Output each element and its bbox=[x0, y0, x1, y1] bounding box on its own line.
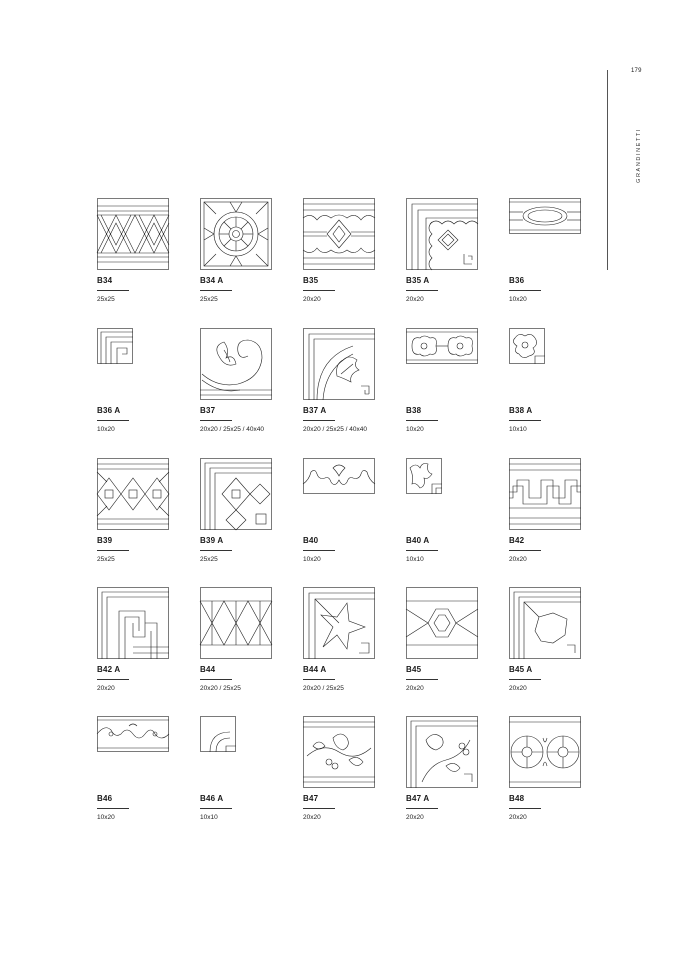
divider bbox=[200, 679, 232, 680]
tile-code: B46 bbox=[97, 794, 113, 803]
tile-item bbox=[303, 587, 383, 709]
divider bbox=[406, 420, 438, 421]
tile-pattern-drawing bbox=[303, 198, 375, 270]
divider bbox=[97, 679, 129, 680]
divider bbox=[303, 550, 335, 551]
tile-pattern-drawing bbox=[303, 587, 375, 659]
tile-item bbox=[406, 587, 486, 709]
tile-pattern-drawing bbox=[509, 716, 581, 788]
tile-item bbox=[303, 328, 383, 450]
tile-size: 20x20 / 25x25 bbox=[200, 685, 241, 692]
tile-code: B38 A bbox=[509, 406, 533, 415]
tile-code: B35 bbox=[303, 276, 319, 285]
tile-item bbox=[97, 328, 177, 450]
tile-code: B37 bbox=[200, 406, 216, 415]
divider bbox=[97, 420, 129, 421]
tile-size: 20x20 bbox=[303, 296, 321, 303]
tile-item bbox=[200, 198, 280, 320]
tile-item bbox=[509, 716, 589, 838]
tile-pattern-drawing bbox=[97, 458, 169, 530]
tile-size: 25x25 bbox=[200, 556, 218, 563]
tile-pattern-drawing bbox=[200, 587, 272, 659]
tile-pattern-drawing bbox=[509, 587, 581, 659]
tile-item bbox=[200, 458, 280, 580]
tile-code: B45 A bbox=[509, 665, 533, 674]
tile-size: 20x20 bbox=[509, 556, 527, 563]
tile-size: 25x25 bbox=[97, 556, 115, 563]
tile-size: 10x20 bbox=[303, 556, 321, 563]
tile-pattern-drawing bbox=[97, 328, 133, 364]
divider bbox=[509, 679, 541, 680]
tile-size: 20x20 / 25x25 / 40x40 bbox=[303, 426, 367, 433]
tile-size: 10x10 bbox=[509, 426, 527, 433]
tile-pattern-drawing bbox=[200, 198, 272, 270]
tile-size: 20x20 / 25x25 / 40x40 bbox=[200, 426, 264, 433]
tile-pattern-drawing bbox=[303, 458, 375, 494]
tile-item bbox=[200, 328, 280, 450]
tile-item bbox=[97, 198, 177, 320]
divider bbox=[406, 550, 438, 551]
divider bbox=[200, 290, 232, 291]
tile-pattern-drawing bbox=[509, 458, 581, 530]
page-number: 179 bbox=[631, 68, 642, 74]
divider bbox=[509, 420, 541, 421]
tile-code: B44 A bbox=[303, 665, 327, 674]
tile-pattern-drawing bbox=[303, 328, 375, 400]
tile-code: B42 A bbox=[97, 665, 121, 674]
divider bbox=[303, 420, 335, 421]
tile-code: B40 A bbox=[406, 536, 430, 545]
side-divider bbox=[607, 70, 608, 270]
divider bbox=[200, 420, 232, 421]
tile-item bbox=[406, 458, 486, 580]
tile-pattern-drawing bbox=[406, 458, 442, 494]
tile-code: B36 A bbox=[97, 406, 121, 415]
tile-code: B34 bbox=[97, 276, 113, 285]
tile-code: B39 A bbox=[200, 536, 224, 545]
tile-item bbox=[406, 716, 486, 838]
tile-pattern-drawing bbox=[97, 198, 169, 270]
tile-item bbox=[200, 587, 280, 709]
tile-pattern-drawing bbox=[509, 198, 581, 234]
divider bbox=[303, 679, 335, 680]
tile-size: 20x20 bbox=[509, 814, 527, 821]
tile-item bbox=[97, 716, 177, 838]
tile-pattern-drawing bbox=[200, 328, 272, 400]
tile-item bbox=[406, 328, 486, 450]
tile-code: B40 bbox=[303, 536, 319, 545]
tile-size: 25x25 bbox=[97, 296, 115, 303]
tile-code: B47 bbox=[303, 794, 319, 803]
tile-size: 25x25 bbox=[200, 296, 218, 303]
tile-item bbox=[97, 458, 177, 580]
tile-item bbox=[303, 458, 383, 580]
tile-size: 20x20 / 25x25 bbox=[303, 685, 344, 692]
tile-code: B42 bbox=[509, 536, 525, 545]
tile-size: 20x20 bbox=[406, 296, 424, 303]
tile-code: B37 A bbox=[303, 406, 327, 415]
tile-size: 10x10 bbox=[406, 556, 424, 563]
tile-code: B38 bbox=[406, 406, 422, 415]
tile-pattern-drawing bbox=[97, 716, 169, 752]
divider bbox=[303, 290, 335, 291]
tile-pattern-drawing bbox=[406, 328, 478, 364]
tile-size: 20x20 bbox=[406, 685, 424, 692]
tile-size: 20x20 bbox=[509, 685, 527, 692]
tile-pattern-drawing bbox=[406, 587, 478, 659]
tile-item bbox=[303, 198, 383, 320]
divider bbox=[97, 808, 129, 809]
divider bbox=[509, 290, 541, 291]
tile-item bbox=[97, 587, 177, 709]
tile-size: 20x20 bbox=[406, 814, 424, 821]
tile-item bbox=[509, 198, 589, 320]
tile-code: B45 bbox=[406, 665, 422, 674]
divider bbox=[406, 679, 438, 680]
divider bbox=[97, 290, 129, 291]
tile-code: B39 bbox=[97, 536, 113, 545]
tile-size: 10x20 bbox=[97, 814, 115, 821]
divider bbox=[97, 550, 129, 551]
tile-size: 10x10 bbox=[200, 814, 218, 821]
tile-size: 10x20 bbox=[406, 426, 424, 433]
tile-item bbox=[303, 716, 383, 838]
tile-code: B36 bbox=[509, 276, 525, 285]
tile-code: B35 A bbox=[406, 276, 430, 285]
section-title: GRANDINETTI bbox=[636, 128, 642, 183]
tile-code: B34 A bbox=[200, 276, 224, 285]
tile-pattern-drawing bbox=[303, 716, 375, 788]
tile-size: 10x20 bbox=[509, 296, 527, 303]
tile-item bbox=[200, 716, 280, 838]
tile-size: 20x20 bbox=[97, 685, 115, 692]
tile-item bbox=[509, 587, 589, 709]
tile-code: B48 bbox=[509, 794, 525, 803]
divider bbox=[406, 808, 438, 809]
divider bbox=[200, 550, 232, 551]
tile-pattern-drawing bbox=[200, 716, 236, 752]
tile-item bbox=[509, 458, 589, 580]
tile-code: B47 A bbox=[406, 794, 430, 803]
divider bbox=[509, 808, 541, 809]
tile-size: 20x20 bbox=[303, 814, 321, 821]
tile-size: 10x20 bbox=[97, 426, 115, 433]
divider bbox=[509, 550, 541, 551]
tile-pattern-drawing bbox=[509, 328, 545, 364]
divider bbox=[406, 290, 438, 291]
tile-item bbox=[406, 198, 486, 320]
tile-pattern-drawing bbox=[200, 458, 272, 530]
tile-code: B46 A bbox=[200, 794, 224, 803]
tile-item bbox=[509, 328, 589, 450]
tile-pattern-drawing bbox=[406, 198, 478, 270]
divider bbox=[303, 808, 335, 809]
tile-pattern-drawing bbox=[97, 587, 169, 659]
tile-pattern-drawing bbox=[406, 716, 478, 788]
divider bbox=[200, 808, 232, 809]
tile-code: B44 bbox=[200, 665, 216, 674]
